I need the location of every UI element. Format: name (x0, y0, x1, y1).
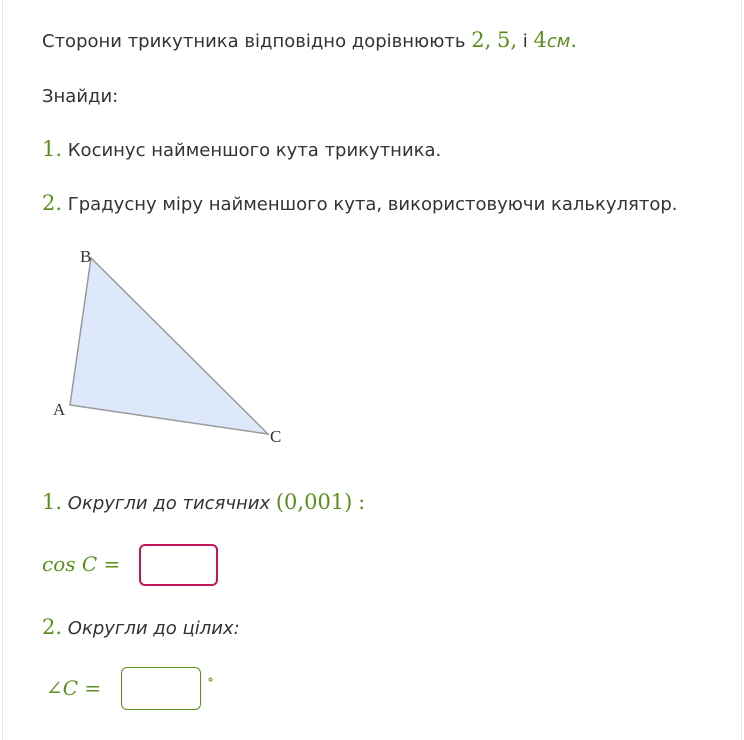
unit: см (546, 31, 571, 52)
task-2-number: 2. (42, 191, 63, 215)
side-3: 4 (533, 28, 547, 52)
angle-expression: ∠C = (46, 676, 102, 700)
vertex-b-label: B (80, 247, 92, 266)
task-2-text: Градусну міру найменшого кута, використовуючи калькулятор. (67, 194, 678, 215)
statement-period: . (570, 28, 578, 52)
triangle-shape (70, 258, 268, 434)
part-2-text: Округли до цілих: (67, 618, 240, 639)
angle-answer-input[interactable] (121, 667, 201, 710)
part-1-precision: (0,001) (275, 490, 353, 514)
task-1-text: Косинус найменшого кута трикутника. (67, 140, 442, 161)
side-1: 2, (471, 28, 492, 52)
task-1-number: 1. (42, 137, 63, 161)
cos-answer-input[interactable] (139, 544, 218, 586)
vertex-a-label: A (53, 400, 66, 419)
answer-part-2-instruction (42, 615, 240, 641)
statement-text: Сторони трикутника відповідно дорівнюють (42, 31, 466, 52)
degree-symbol: ∘ (207, 672, 214, 688)
conjunction: і (522, 31, 528, 52)
part-1-text: Округли до тисячних (67, 493, 271, 514)
vertex-c-label: C (270, 427, 282, 446)
side-2: 5, (496, 28, 518, 52)
find-label: Знайди: (42, 86, 119, 107)
part-1-number: 1. (42, 490, 63, 514)
answer-part-1-instruction (42, 490, 365, 516)
part-2-number: 2. (42, 615, 63, 639)
part-1-colon: : (358, 490, 366, 514)
cos-expression: cos C = (42, 552, 121, 576)
